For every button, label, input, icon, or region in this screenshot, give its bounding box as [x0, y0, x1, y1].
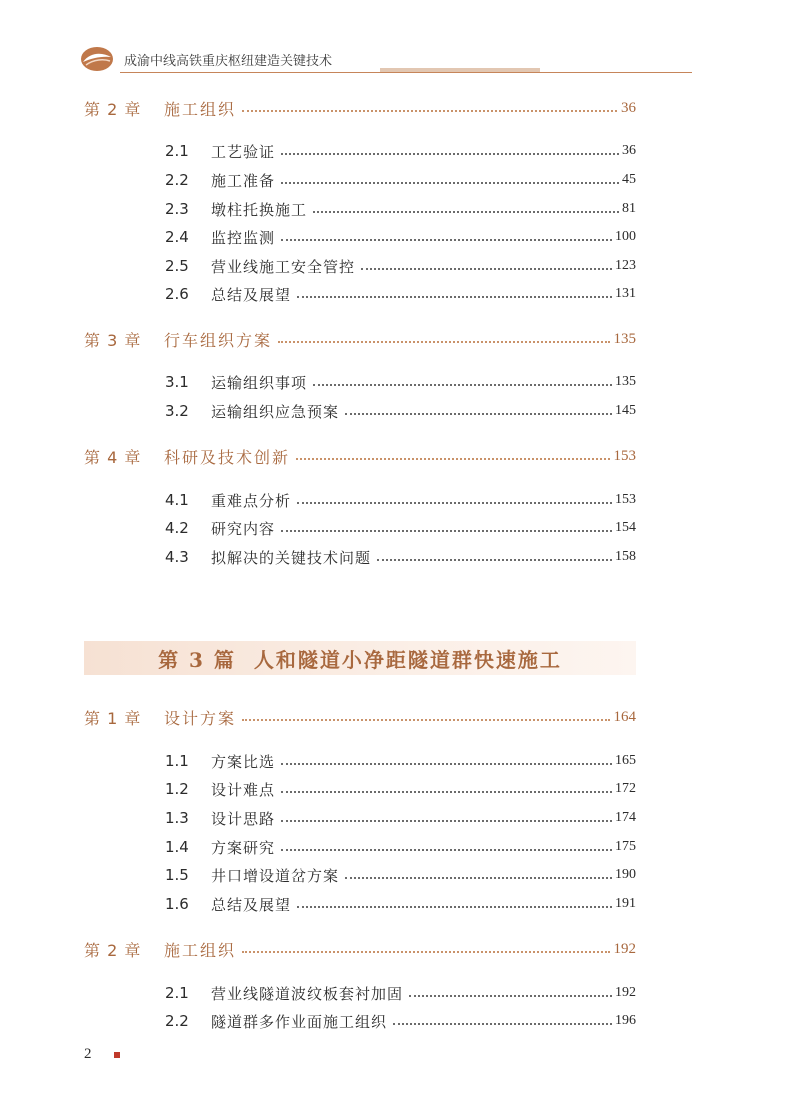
page-ref: 145 — [615, 403, 636, 418]
section-title: 重难点分析 — [211, 491, 292, 510]
page-ref: 36 — [622, 143, 636, 158]
page-ref: 131 — [615, 286, 636, 301]
section-title: 拟解决的关键技术问题 — [211, 548, 372, 567]
section-number: 1.1 — [165, 752, 189, 770]
section-title: 工艺验证 — [211, 142, 276, 161]
dot-leader — [345, 877, 612, 879]
page-ref: 154 — [615, 520, 636, 535]
section-number: 2.2 — [165, 1012, 189, 1030]
section-number: 1.2 — [165, 780, 189, 798]
page-ref: 36 — [621, 99, 636, 116]
toc-section-entry[interactable] — [165, 779, 636, 799]
section-title: 营业线施工安全管控 — [211, 257, 356, 276]
section-title: 墩柱托换施工 — [211, 200, 308, 219]
dot-leader — [242, 951, 609, 953]
dot-leader — [313, 384, 612, 386]
part-banner — [84, 641, 636, 675]
section-title: 设计思路 — [211, 809, 276, 828]
chapter-title: 施工组织 — [164, 99, 237, 119]
chapter-number: 第 2 章 — [84, 99, 142, 119]
page-ref: 165 — [615, 753, 636, 768]
section-title: 总结及展望 — [211, 285, 292, 304]
section-number: 1.3 — [165, 809, 189, 827]
dot-leader — [409, 995, 612, 997]
page-ref: 174 — [615, 810, 636, 825]
toc-section-entry[interactable] — [165, 227, 636, 247]
dot-leader — [278, 341, 609, 343]
section-title: 监控监测 — [211, 228, 276, 247]
toc-section-entry[interactable] — [165, 751, 636, 771]
toc-section-entry[interactable] — [165, 808, 636, 828]
chapter-title: 科研及技术创新 — [164, 447, 291, 467]
dot-leader — [281, 763, 612, 765]
toc-chapter-entry[interactable] — [84, 328, 636, 350]
dot-leader — [393, 1023, 612, 1025]
section-title: 总结及展望 — [211, 895, 292, 914]
section-title: 营业线隧道波纹板套衬加固 — [211, 984, 404, 1003]
section-number: 4.1 — [165, 491, 189, 509]
section-number: 4.3 — [165, 548, 189, 566]
section-number: 3.1 — [165, 373, 189, 391]
page-ref: 164 — [613, 708, 636, 725]
page-footer — [84, 1046, 120, 1063]
section-title: 施工准备 — [211, 171, 276, 190]
toc-chapter-entry[interactable] — [84, 706, 636, 728]
chapter-number: 第 4 章 — [84, 447, 142, 467]
toc-section-entry[interactable] — [165, 256, 636, 276]
page-ref: 153 — [615, 492, 636, 507]
part-number: 第 3 篇 — [158, 647, 236, 672]
section-title: 设计难点 — [211, 780, 276, 799]
section-title: 研究内容 — [211, 519, 276, 538]
toc-chapter-entry[interactable] — [84, 445, 636, 467]
dot-leader — [281, 530, 612, 532]
chapter-title: 施工组织 — [164, 940, 237, 960]
toc-section-entry[interactable] — [165, 490, 636, 510]
section-number: 3.2 — [165, 402, 189, 420]
dot-leader — [377, 559, 612, 561]
page-ref: 123 — [615, 258, 636, 273]
page-ref: 196 — [615, 1013, 636, 1028]
dot-leader — [281, 791, 612, 793]
page-ref: 192 — [613, 940, 636, 957]
section-title: 隧道群多作业面施工组织 — [211, 1012, 388, 1031]
dot-leader — [297, 502, 612, 504]
section-number: 2.1 — [165, 984, 189, 1002]
page-ref: 175 — [615, 839, 636, 854]
section-number: 2.4 — [165, 228, 189, 246]
toc-section-entry[interactable] — [165, 547, 636, 567]
dot-leader — [281, 239, 612, 241]
dot-leader — [361, 268, 612, 270]
toc-section-entry[interactable] — [165, 837, 636, 857]
dot-leader — [281, 182, 619, 184]
dot-leader — [297, 906, 612, 908]
page-ref: 100 — [615, 229, 636, 244]
toc-section-entry[interactable] — [165, 141, 636, 161]
toc-chapter-entry[interactable] — [84, 97, 636, 119]
section-title: 运输组织应急预案 — [211, 402, 340, 421]
section-number: 2.2 — [165, 171, 189, 189]
section-number: 4.2 — [165, 519, 189, 537]
section-number: 2.1 — [165, 142, 189, 160]
page-ref: 153 — [613, 447, 636, 464]
toc-section-entry[interactable] — [165, 199, 636, 219]
footer-square-mark — [114, 1052, 120, 1058]
section-number: 2.6 — [165, 285, 189, 303]
toc-section-entry[interactable] — [165, 1011, 636, 1031]
page-ref: 192 — [615, 985, 636, 1000]
dot-leader — [297, 296, 612, 298]
toc-section-entry[interactable] — [165, 983, 636, 1003]
page-ref: 81 — [622, 201, 636, 216]
dot-leader — [281, 820, 612, 822]
section-number: 1.4 — [165, 838, 189, 856]
section-title: 运输组织事项 — [211, 373, 308, 392]
toc-section-entry[interactable] — [165, 170, 636, 190]
dot-leader — [296, 458, 609, 460]
page-ref: 191 — [615, 896, 636, 911]
page-ref: 190 — [615, 867, 636, 882]
section-title: 方案比选 — [211, 752, 276, 771]
toc-section-entry[interactable] — [165, 894, 636, 914]
header-rule — [120, 72, 692, 73]
chapter-title: 行车组织方案 — [164, 330, 273, 350]
toc-section-entry[interactable] — [165, 284, 636, 304]
toc-section-entry[interactable] — [165, 401, 636, 421]
dot-leader — [281, 153, 619, 155]
toc-section-entry[interactable] — [165, 865, 636, 885]
section-title: 井口增设道岔方案 — [211, 866, 340, 885]
section-title: 方案研究 — [211, 838, 276, 857]
toc-section-entry[interactable] — [165, 518, 636, 538]
page-ref: 158 — [615, 549, 636, 564]
page-number: 2 — [84, 1046, 92, 1062]
dot-leader — [345, 413, 612, 415]
section-number: 1.5 — [165, 866, 189, 884]
page-ref: 135 — [615, 374, 636, 389]
page-ref: 172 — [615, 781, 636, 796]
dot-leader — [242, 719, 609, 721]
section-number: 1.6 — [165, 895, 189, 913]
dot-leader — [242, 110, 617, 112]
toc-chapter-entry[interactable] — [84, 938, 636, 960]
header-title: 成渝中线高铁重庆枢纽建造关键技术 — [124, 54, 333, 69]
chapter-number: 第 3 章 — [84, 330, 142, 350]
running-header — [80, 42, 692, 76]
section-number: 2.5 — [165, 257, 189, 275]
dot-leader — [281, 849, 612, 851]
section-number: 2.3 — [165, 200, 189, 218]
part-title: 人和隧道小净距隧道群快速施工 — [253, 647, 562, 672]
page-ref: 135 — [613, 330, 636, 347]
dot-leader — [313, 211, 619, 213]
chapter-title: 设计方案 — [164, 708, 237, 728]
toc-section-entry[interactable] — [165, 372, 636, 392]
page-ref: 45 — [622, 172, 636, 187]
swoosh-logo-icon — [80, 46, 114, 72]
chapter-number: 第 1 章 — [84, 708, 142, 728]
chapter-number: 第 2 章 — [84, 940, 142, 960]
